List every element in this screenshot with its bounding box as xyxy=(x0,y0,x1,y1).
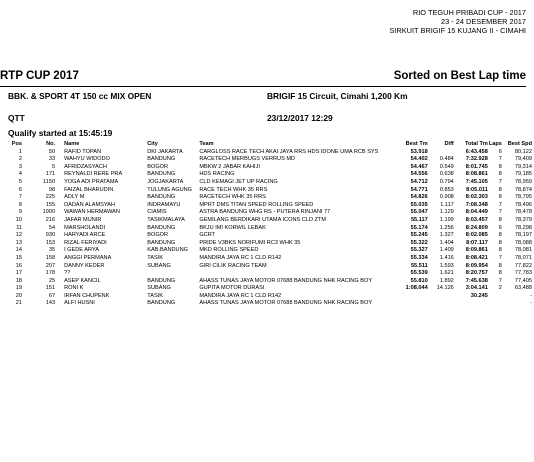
cell-team: MBKW 2 JABAR KAHIJI xyxy=(199,163,260,170)
cell-pos: 14 xyxy=(15,247,23,254)
cell-no: 50 xyxy=(48,148,56,155)
session-type: QTT xyxy=(8,113,25,123)
cell-team: GCRT xyxy=(199,232,216,239)
cell-total-tm: 8:08.861 xyxy=(465,171,488,178)
cell-best-tm: 55.047 xyxy=(410,209,428,216)
cell-no: 5 xyxy=(51,163,56,170)
cell-laps: 7 xyxy=(498,277,502,284)
cell-city xyxy=(147,270,199,278)
col-header-total-tm: Total Tm xyxy=(464,141,488,147)
cell-best-spd: 78,081 xyxy=(514,247,532,254)
session-info-row xyxy=(8,113,526,125)
circuit-name: BRIGIF 15 Circuit, Cimahi 1,200 Km xyxy=(267,91,408,101)
cell-name: DADAN ALAMSYAH xyxy=(64,201,115,208)
table-row xyxy=(8,179,532,187)
cell-city: BANDUNG xyxy=(147,277,176,284)
cell-team xyxy=(199,270,395,278)
cell-city: CIAMIS xyxy=(147,209,167,216)
cell-diff xyxy=(428,149,454,157)
cell-best-spd: 78,959 xyxy=(514,178,532,185)
cell-no: 67 xyxy=(48,292,56,299)
table-row xyxy=(8,225,532,233)
cell-diff: 1.593 xyxy=(439,262,454,269)
cell-diff: 1.117 xyxy=(440,201,454,208)
cell-total-tm: 8:08.421 xyxy=(465,254,488,261)
cell-pos: 11 xyxy=(16,224,23,231)
table-row xyxy=(8,187,532,195)
cell-team: AHASS TUNAS JAYA MOTOR 07688 BANDUNG NHK RACING BOY xyxy=(199,277,373,284)
table-row xyxy=(8,255,532,263)
cell-pos: 12 xyxy=(15,232,23,239)
cell-name: AFRIDZASYACH xyxy=(64,163,107,170)
cell-pos: 10 xyxy=(15,216,23,223)
cell-diff: 1.416 xyxy=(439,254,454,261)
cell-team: RACETECH WHK 35 RRS xyxy=(199,194,266,201)
cell-laps: 6 xyxy=(498,148,502,155)
cell-best-tm: 55.334 xyxy=(410,254,428,261)
cell-diff: 0.853 xyxy=(439,186,454,193)
cell-total-tm: 7:45.105 xyxy=(465,178,488,185)
table-row xyxy=(8,240,532,248)
cell-laps: 6 xyxy=(498,224,502,231)
cell-best-spd: 77,783 xyxy=(514,270,532,277)
cell-laps: 7 xyxy=(498,254,502,261)
cell-city: SUBANG xyxy=(147,285,171,292)
table-row xyxy=(8,263,532,271)
cell-team: RACETECH MERBUGS VERRUS MD xyxy=(199,156,296,163)
cell-total-tm: 8:24.809 xyxy=(465,224,488,231)
cell-pos: 5 xyxy=(18,178,23,185)
cell-laps: 7 xyxy=(498,201,502,208)
cell-best-tm: 55.322 xyxy=(410,239,428,246)
cell-best-tm: 54.826 xyxy=(410,194,428,201)
table-row xyxy=(8,194,532,202)
cell-diff xyxy=(428,293,454,301)
cell-laps: 8 xyxy=(498,262,502,269)
cell-best-spd: 78,496 xyxy=(514,201,532,208)
class-name: BBK. & SPORT 4T 150 cc MIX OPEN xyxy=(8,91,152,101)
cell-pos: 18 xyxy=(15,277,23,284)
cell-team: BKJU IMI KORWIL LEBAK xyxy=(199,224,266,231)
cell-diff: 0.549 xyxy=(439,163,454,170)
cell-team: GEMILANG BERDIKARI UTAMA ICONS CLD ZTM xyxy=(199,216,327,223)
cell-best-spd: 78,795 xyxy=(514,194,532,201)
cell-total-tm: 8:04.449 xyxy=(465,209,488,216)
cell-laps: 8 xyxy=(498,171,502,178)
cell-best-spd: 79,409 xyxy=(514,156,532,163)
cell-no: 143 xyxy=(45,300,56,307)
cell-no: 225 xyxy=(45,194,56,201)
cell-best-tm: 54.771 xyxy=(410,186,428,193)
cell-name: ADLY M xyxy=(64,194,85,201)
cell-diff: 0.484 xyxy=(439,156,454,163)
cell-diff: 1.129 xyxy=(439,209,454,216)
cell-total-tm: 8:09.954 xyxy=(465,262,488,269)
col-header-no: No. xyxy=(46,141,56,147)
cell-laps: 8 xyxy=(498,247,502,254)
cell-city: BOGOR xyxy=(147,232,169,239)
cell-diff: 1.621 xyxy=(439,270,454,277)
table-row xyxy=(8,247,532,255)
col-header-name: Name xyxy=(64,141,80,147)
cell-best-tm: 54.467 xyxy=(410,163,428,170)
cell-diff: 1.327 xyxy=(439,232,454,239)
cell-pos: 17 xyxy=(15,270,23,277)
cell-diff: 1.256 xyxy=(439,224,454,231)
cell-laps: 8 xyxy=(498,194,502,201)
cell-city: KAB.BANDUNG xyxy=(147,247,188,254)
event-header xyxy=(389,8,526,36)
cell-name: JAFAR MUNIR xyxy=(64,216,102,223)
cell-team: RACE TECH WHK 35 RRS xyxy=(199,186,268,193)
cell-team: PRIDE V3BKS NORIFUMI RC3 WHK 35 xyxy=(199,239,301,246)
cell-no: 216 xyxy=(45,216,56,223)
cell-city: TASIK xyxy=(147,254,163,261)
cell-best-tm xyxy=(396,300,428,308)
cell-laps: 7 xyxy=(498,156,502,163)
cell-team: CARGLOSS RACE TECH AKAI JAYA RRS HDS IDONE UMA RCB SYS xyxy=(199,148,379,155)
cell-laps: 8 xyxy=(498,232,502,239)
cell-no: 171 xyxy=(45,171,56,178)
table-row xyxy=(8,232,532,240)
cell-laps: 8 xyxy=(498,216,502,223)
event-dates: 23 - 24 DESEMBER 2017 xyxy=(440,17,526,27)
cell-laps: 2 xyxy=(498,285,502,292)
cell-no: 158 xyxy=(45,254,56,261)
cell-best-tm: 55.035 xyxy=(410,201,428,208)
cell-pos: 20 xyxy=(15,292,23,299)
cell-pos: 16 xyxy=(15,262,23,269)
cell-laps: 8 xyxy=(498,163,502,170)
table-row xyxy=(8,209,532,217)
cell-best-spd: 80,122 xyxy=(514,148,532,155)
cell-name: ANGGI PERMANA xyxy=(64,254,112,261)
cell-name: ALFI HUSNI xyxy=(64,300,95,307)
cell-pos: 19 xyxy=(15,285,23,292)
cell-diff: 0.908 xyxy=(439,194,454,201)
cell-total-tm: 8:07.117 xyxy=(466,239,488,246)
cell-pos: 21 xyxy=(15,300,23,307)
cell-best-tm: 53.918 xyxy=(410,148,428,155)
cell-name: HARYADI ARCE xyxy=(64,232,106,239)
cell-best-spd: 78,197 xyxy=(514,232,532,239)
col-header-best-tm: Best Tm xyxy=(405,141,428,147)
cell-city: BANDUNG xyxy=(147,300,176,307)
event-name: RIO TEGUH PRIBADI CUP - 2017 xyxy=(412,8,526,17)
cell-best-tm: 55.810 xyxy=(410,277,428,284)
cell-total-tm: 8:02.085 xyxy=(465,232,488,239)
col-header-team: Team xyxy=(199,141,214,147)
qualify-started: Qualify started at 15:45:19 xyxy=(8,128,113,138)
cell-no: 151 xyxy=(45,285,56,292)
cell-city: TASIKMALAYA xyxy=(147,216,185,223)
cell-best-spd: - xyxy=(530,300,532,307)
cell-name: WAHYU WIDODO xyxy=(64,156,110,163)
cell-diff: 0.638 xyxy=(439,171,454,178)
cell-diff: 14.126 xyxy=(436,285,454,292)
cell-pos: 15 xyxy=(15,254,23,261)
cell-pos: 7 xyxy=(18,194,23,201)
cell-best-tm: 55.511 xyxy=(410,262,428,269)
table-row xyxy=(8,300,532,308)
cell-pos: 4 xyxy=(18,171,23,178)
cell-name: RIZAL FERIYADI xyxy=(64,239,107,246)
table-row xyxy=(8,164,532,172)
cell-city: TASIK xyxy=(147,292,163,299)
cell-total-tm: 8:05.011 xyxy=(466,186,488,193)
cell-name: FAIZAL BHARUDIN xyxy=(64,186,114,193)
cell-no: 1900 xyxy=(42,209,56,216)
class-info-row xyxy=(8,91,526,103)
cell-city: BANDUNG xyxy=(147,171,176,178)
cell-best-spd: 78,379 xyxy=(514,216,532,223)
col-header-best-spd: Best Spd xyxy=(507,141,532,147)
cell-diff: 1.404 xyxy=(439,239,454,246)
cell-total-tm: 8:20.757 xyxy=(465,270,488,277)
cell-best-tm: 55.539 xyxy=(410,270,428,277)
col-header-pos: Pos xyxy=(11,141,23,147)
cell-no: 54 xyxy=(48,224,56,231)
cell-name: REYNALDI RERE PRA xyxy=(64,171,123,178)
cell-best-tm: 55.245 xyxy=(410,232,428,239)
table-row xyxy=(8,293,532,301)
cell-laps: 7 xyxy=(498,178,502,185)
cell-name: IRFAN CHUPENK xyxy=(64,292,110,299)
cell-pos: 1 xyxy=(18,148,23,155)
cell-best-spd: 77,822 xyxy=(514,262,532,269)
cell-name: MARSHOLANDI xyxy=(64,224,106,231)
cell-no: 207 xyxy=(45,262,56,269)
cell-name: DANNY KEDER xyxy=(64,262,105,269)
cell-best-tm: 54.712 xyxy=(410,178,428,185)
table-row xyxy=(8,149,532,157)
cell-total-tm: 8:02.303 xyxy=(465,194,488,201)
cell-best-spd: 78,478 xyxy=(514,209,532,216)
title-divider xyxy=(0,86,526,87)
cell-team: GUPITA MOTOR DURASI xyxy=(199,285,265,292)
cell-total-tm: 8:01.745 xyxy=(465,163,488,170)
cell-diff: 1.892 xyxy=(439,277,454,284)
cell-no: 98 xyxy=(48,186,56,193)
cell-city: BANDUNG xyxy=(147,224,176,231)
cell-name: RAFID TOPAN xyxy=(64,148,102,155)
cell-team: MANDIRA JAYA RC 1 CLD R142 xyxy=(199,292,282,299)
report-title-row xyxy=(0,70,526,84)
cell-name: YOGA ADI PRATAMA xyxy=(64,178,119,185)
cell-no: 155 xyxy=(45,201,56,208)
sort-label: Sorted on Best Lap time xyxy=(393,70,526,82)
cell-best-spd: 78,298 xyxy=(514,224,532,231)
cell-pos: 13 xyxy=(15,239,23,246)
cell-city: INDRAMAYU xyxy=(147,201,181,208)
table-header-row xyxy=(8,141,532,149)
cell-total-tm: 3:04.141 xyxy=(465,285,488,292)
cell-name: I GEDE ARYA xyxy=(64,247,99,254)
cell-team: MPRT DMS TITAN SPEED ROLLING SPEED xyxy=(199,201,314,208)
cell-laps xyxy=(488,300,502,308)
cell-best-tm xyxy=(396,293,428,301)
cell-total-tm: 30.245 xyxy=(470,292,488,299)
cell-best-tm: 1:08.044 xyxy=(405,285,428,292)
table-row xyxy=(8,270,532,278)
cell-laps xyxy=(488,293,502,301)
cell-team: CLD KEMAGI JET UP RACING xyxy=(199,178,278,185)
cell-laps: 8 xyxy=(498,186,502,193)
cell-team: MKD ROLLING SPEED xyxy=(199,247,259,254)
table-row xyxy=(8,156,532,164)
cell-city: JOGJAKARTA xyxy=(147,178,184,185)
cell-city: BANDUNG xyxy=(147,194,176,201)
cell-best-spd: - xyxy=(530,292,532,299)
cell-laps: 8 xyxy=(498,239,502,246)
cell-best-tm: 54.402 xyxy=(410,156,428,163)
cell-name: WAWAN HERMAWAN xyxy=(64,209,120,216)
cell-best-spd: 63,488 xyxy=(514,285,532,292)
cell-city: BANDUNG xyxy=(147,239,176,246)
table-row xyxy=(8,285,532,293)
cell-best-tm: 55.174 xyxy=(410,224,428,231)
cell-best-tm: 55.327 xyxy=(410,247,428,254)
cell-diff: 1.409 xyxy=(439,247,454,254)
report-datetime: 23/12/2017 12:29 xyxy=(267,113,333,123)
cell-total-tm: 8:03.457 xyxy=(465,216,488,223)
report-title: RTP CUP 2017 xyxy=(0,70,79,82)
cell-total-tm xyxy=(454,300,488,308)
cell-name: RONI K xyxy=(64,285,84,292)
cell-pos: 2 xyxy=(18,156,23,163)
cell-pos: 3 xyxy=(18,163,23,170)
cell-city: BANDUNG xyxy=(147,156,176,163)
cell-laps: 8 xyxy=(498,270,502,277)
cell-total-tm: 7:08.348 xyxy=(465,201,488,208)
cell-pos: 6 xyxy=(18,186,23,193)
cell-best-spd: 79,314 xyxy=(514,163,532,170)
cell-best-tm: 55.117 xyxy=(410,216,428,223)
cell-team: HDS RACING xyxy=(199,171,235,178)
cell-total-tm: 6:43.458 xyxy=(465,148,488,155)
cell-name: ?? xyxy=(64,270,71,277)
cell-best-tm: 54.556 xyxy=(410,171,428,178)
cell-city: DKI JAKARTA xyxy=(147,148,183,155)
cell-no: 35 xyxy=(48,247,56,254)
cell-best-spd: 78,874 xyxy=(514,186,532,193)
cell-best-spd: 78,088 xyxy=(514,239,532,246)
cell-team: AHASS TUNAS JAYA MOTOR 07688 BANDUNG NHK RACING BOY xyxy=(199,300,373,307)
event-venue: SIRKUIT BRIGIF 15 KUJANG II - CIMAHI xyxy=(389,26,526,36)
cell-city: BOGOR xyxy=(147,163,169,170)
table-row xyxy=(8,202,532,210)
cell-laps: 7 xyxy=(498,209,502,216)
col-header-laps: Laps xyxy=(488,141,502,147)
cell-best-spd: 78,071 xyxy=(514,254,532,261)
cell-no: 178 xyxy=(45,270,56,277)
cell-diff: 1.199 xyxy=(439,216,454,223)
cell-pos: 8 xyxy=(18,201,23,208)
cell-no: 33 xyxy=(48,156,56,163)
table-row xyxy=(8,217,532,225)
col-header-city: City xyxy=(147,141,158,147)
cell-diff xyxy=(428,300,454,308)
cell-best-spd: 79,185 xyxy=(514,171,532,178)
cell-city: TULUNG AGUNG xyxy=(147,186,193,193)
cell-total-tm: 8:09.861 xyxy=(465,247,488,254)
cell-team: GIRI CILIK RACING TEAM xyxy=(199,262,267,269)
cell-city: SUBANG xyxy=(147,262,171,269)
cell-total-tm: 7:32.928 xyxy=(465,156,488,163)
col-header-diff: Diff xyxy=(444,141,454,147)
results-table xyxy=(8,141,532,308)
table-row xyxy=(8,171,532,179)
table-row xyxy=(8,278,532,286)
cell-diff: 0.794 xyxy=(439,178,454,185)
cell-no: 930 xyxy=(45,232,56,239)
cell-no: 153 xyxy=(45,239,56,246)
cell-no: 25 xyxy=(48,277,56,284)
cell-best-spd: 77,405 xyxy=(514,277,532,284)
cell-no: 1150 xyxy=(43,178,56,185)
cell-pos: 9 xyxy=(18,209,23,216)
cell-team: ASTRA BANDUNG WHG RS - PUTERA RINJANI 77 xyxy=(199,209,331,216)
cell-name: ASEP KANCIL xyxy=(64,277,101,284)
cell-total-tm: 7:45.638 xyxy=(465,277,488,284)
cell-team: MANDIRA JAYA RC 1 CLD R142 xyxy=(199,254,282,261)
